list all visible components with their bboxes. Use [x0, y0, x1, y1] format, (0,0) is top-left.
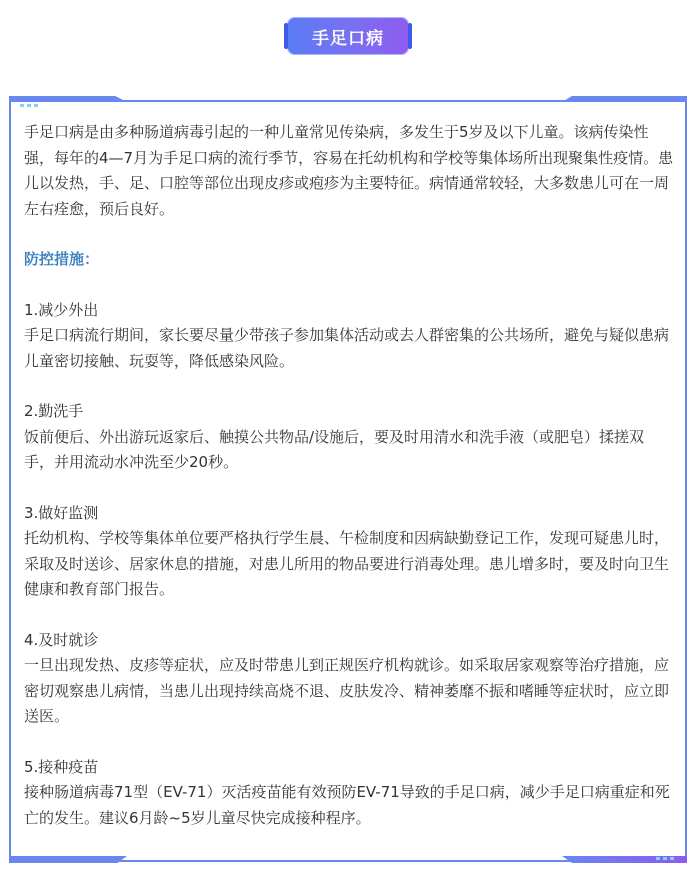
section-body: 一旦出现发热、皮疹等症状，应及时带患儿到正规医疗机构就诊。如采取居家观察等治疗措施，应密切观察患儿病情，当患儿出现持续高烧不退、皮肤发冷、精神萎靡不振和嗜睡等症状时，应立即送医。: [24, 656, 670, 725]
page-title: 手足口病: [312, 28, 384, 49]
decorative-dots-bottom: [656, 857, 674, 860]
section-body: 接种肠道病毒71型（EV-71）灭活疫苗能有效预防EV-71导致的手足口病，减少手足口病重症和死亡的发生。建议6月龄~5岁儿童尽快完成接种程序。: [24, 783, 670, 827]
section-title: 5.接种疫苗: [24, 757, 99, 776]
section-title: 4.及时就诊: [24, 630, 99, 649]
frame-decoration-top-right: [562, 96, 687, 102]
title-badge: [287, 17, 409, 55]
section-title: 1.减少外出: [24, 300, 99, 319]
decorative-dots-top: [20, 104, 38, 107]
section-title: 2.勤洗手: [24, 402, 84, 420]
intro-paragraph: 手足口病是由多种肠道病毒引起的一种儿童常见传染病，多发生于5岁及以下儿童。该病传染性强，每年的4—7月为手足口病的流行季节，容易在托幼机构和学校等集体场所出现聚集性疫情。患儿以发热，手、足、口腔等部位出现皮疹或疱疹为主要特征。病情通常较轻，大多数患儿可在一周左右痊愈，预后良好。: [24, 123, 674, 218]
section-title: 3.做好监测: [24, 503, 99, 522]
section-body: 托幼机构、学校等集体单位要严格执行学生晨、午检制度和因病缺勤登记工作，发现可疑患儿时，采取及时送诊、居家休息的措施，对患儿所用的物品要进行消毒处理。患儿增多时，要及时向卫生健康和教育部门报告。: [24, 529, 670, 598]
article-body: [24, 120, 674, 831]
frame-decoration-top-left: [9, 96, 127, 102]
section-body: 手足口病流行期间，家长要尽量少带孩子参加集体活动或去人群密集的公共场所，避免与疑似患病儿童密切接触、玩耍等，降低感染风险。: [24, 326, 670, 370]
section-body: 饭前便后、外出游玩返家后、触摸公共物品/设施后，要及时用清水和洗手液（或肥皂）揉搓双手，并用流动水冲洗至少20秒。: [24, 427, 645, 471]
frame-decoration-bottom-left: [9, 856, 127, 863]
measures-heading: 防控措施：: [24, 250, 100, 268]
